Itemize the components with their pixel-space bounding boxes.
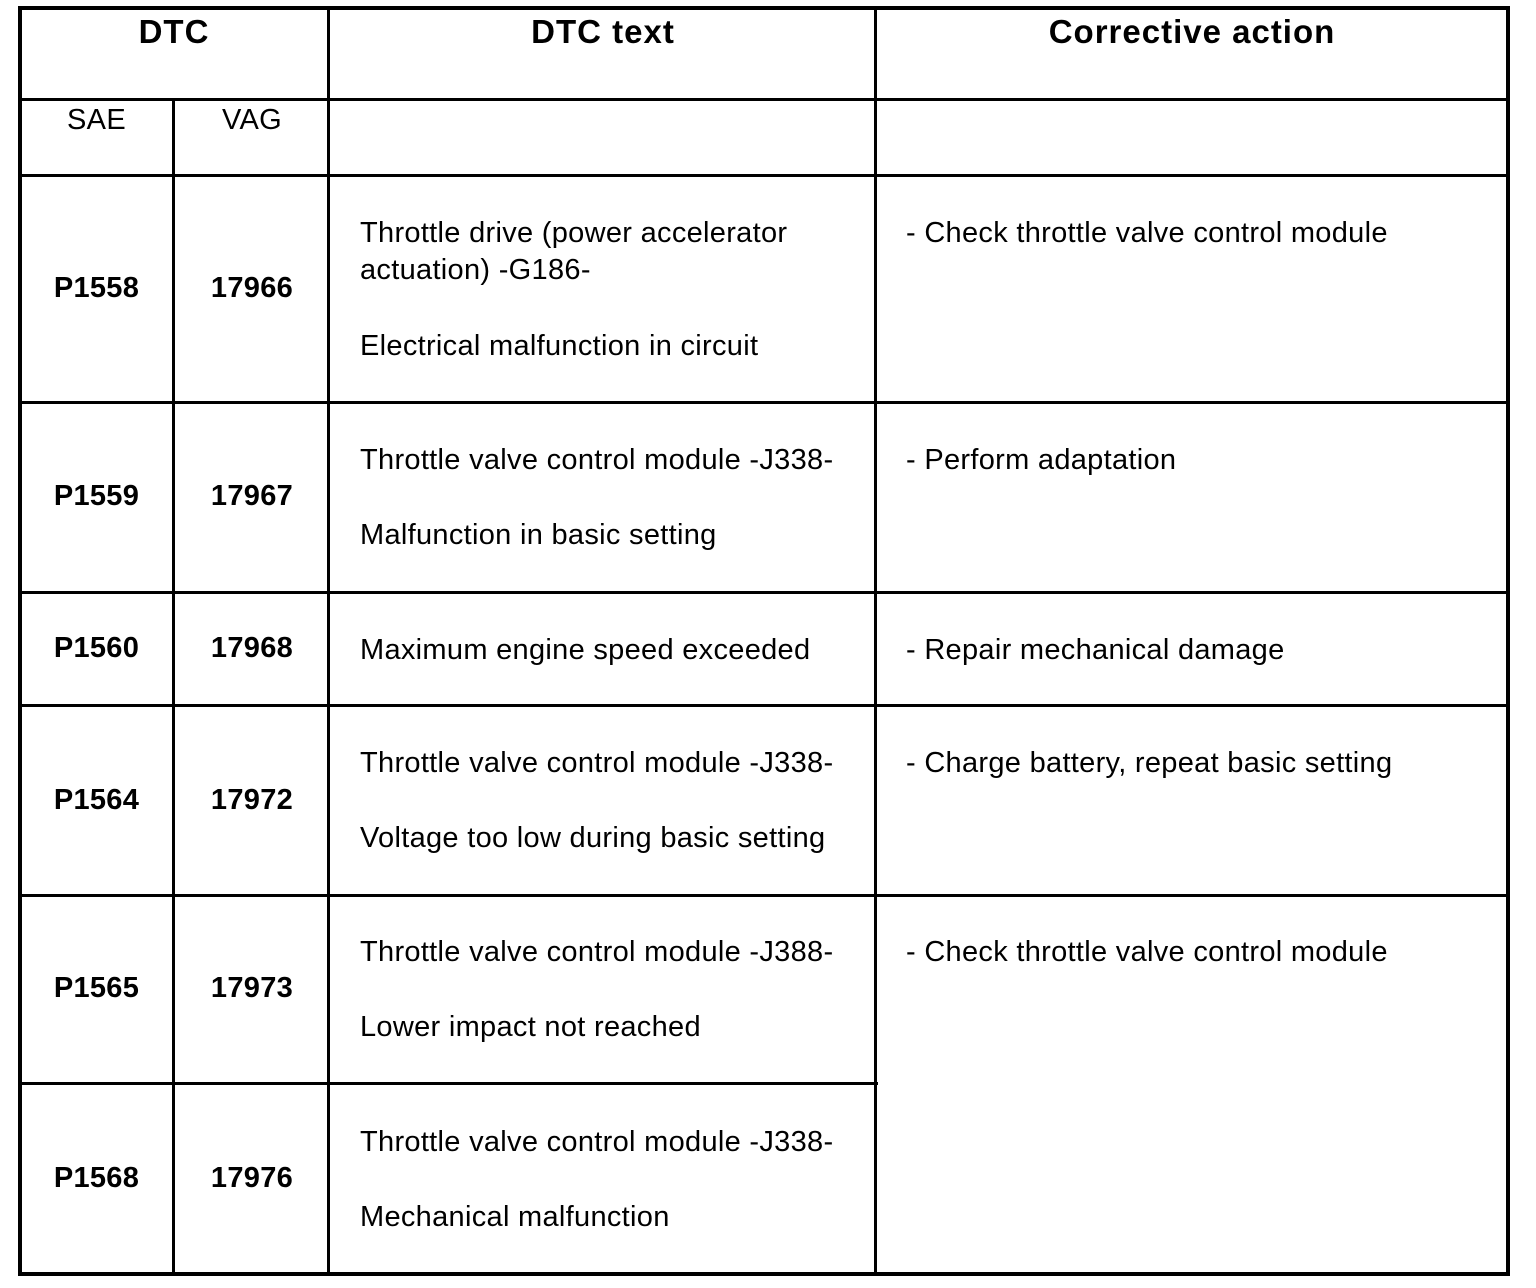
dtc-text-line: Maximum engine speed exceeded — [360, 634, 811, 666]
header-divider — [18, 98, 1510, 101]
row-divider — [18, 704, 1510, 707]
dtc-text-line: Electrical malfunction in circuit — [360, 330, 759, 362]
row-divider — [18, 401, 1510, 404]
dtc-text-line: Throttle valve control module -J338- — [360, 444, 834, 476]
dtc-text-line: Throttle valve control module -J338- — [360, 1126, 834, 1158]
corrective-action: - Perform adaptation — [906, 444, 1177, 476]
dtc-text-line: Throttle valve control module -J338- — [360, 747, 834, 779]
dtc-text-line: Throttle valve control module -J388- — [360, 936, 834, 968]
vag-code: 17966 — [210, 272, 294, 304]
vag-code: 17967 — [210, 480, 294, 512]
vag-code: 17973 — [210, 972, 294, 1004]
column-divider — [874, 6, 877, 1276]
row-divider-partial — [18, 1082, 878, 1085]
table-border-bottom — [18, 1272, 1510, 1276]
row-divider — [18, 894, 1510, 897]
vag-code: 17972 — [210, 784, 294, 816]
row-divider — [18, 591, 1510, 594]
header-dtc-text: DTC text — [531, 13, 675, 50]
corrective-action: - Charge battery, repeat basic setting — [906, 747, 1393, 779]
corrective-action: - Check throttle valve control module — [906, 936, 1388, 968]
sae-code: P1565 — [53, 972, 140, 1004]
sae-code: P1568 — [53, 1162, 140, 1194]
subheader-divider — [18, 174, 1510, 177]
subheader-sae: SAE — [67, 104, 126, 136]
dtc-text-line: Throttle drive (power accelerator — [360, 217, 788, 249]
sae-code: P1559 — [53, 480, 140, 512]
header-dtc: DTC — [138, 13, 210, 50]
table-border-right — [1506, 6, 1510, 1276]
dtc-table — [18, 6, 1510, 1276]
header-corrective-action: Corrective action — [1048, 13, 1336, 50]
dtc-text-line: Lower impact not reached — [360, 1011, 701, 1043]
vag-code: 17976 — [210, 1162, 294, 1194]
corrective-action: - Repair mechanical damage — [906, 634, 1285, 666]
table-border-top — [18, 6, 1510, 10]
sae-code: P1564 — [53, 784, 140, 816]
sae-code: P1560 — [53, 632, 140, 664]
subheader-vag: VAG — [222, 104, 282, 136]
dtc-text-line: Mechanical malfunction — [360, 1201, 670, 1233]
corrective-action: - Check throttle valve control module — [906, 217, 1388, 249]
sae-code: P1558 — [53, 272, 140, 304]
vag-code: 17968 — [210, 632, 294, 664]
dtc-text-line: Voltage too low during basic setting — [360, 822, 826, 854]
dtc-text-line: actuation) -G186- — [360, 254, 591, 286]
dtc-text-line: Malfunction in basic setting — [360, 519, 717, 551]
